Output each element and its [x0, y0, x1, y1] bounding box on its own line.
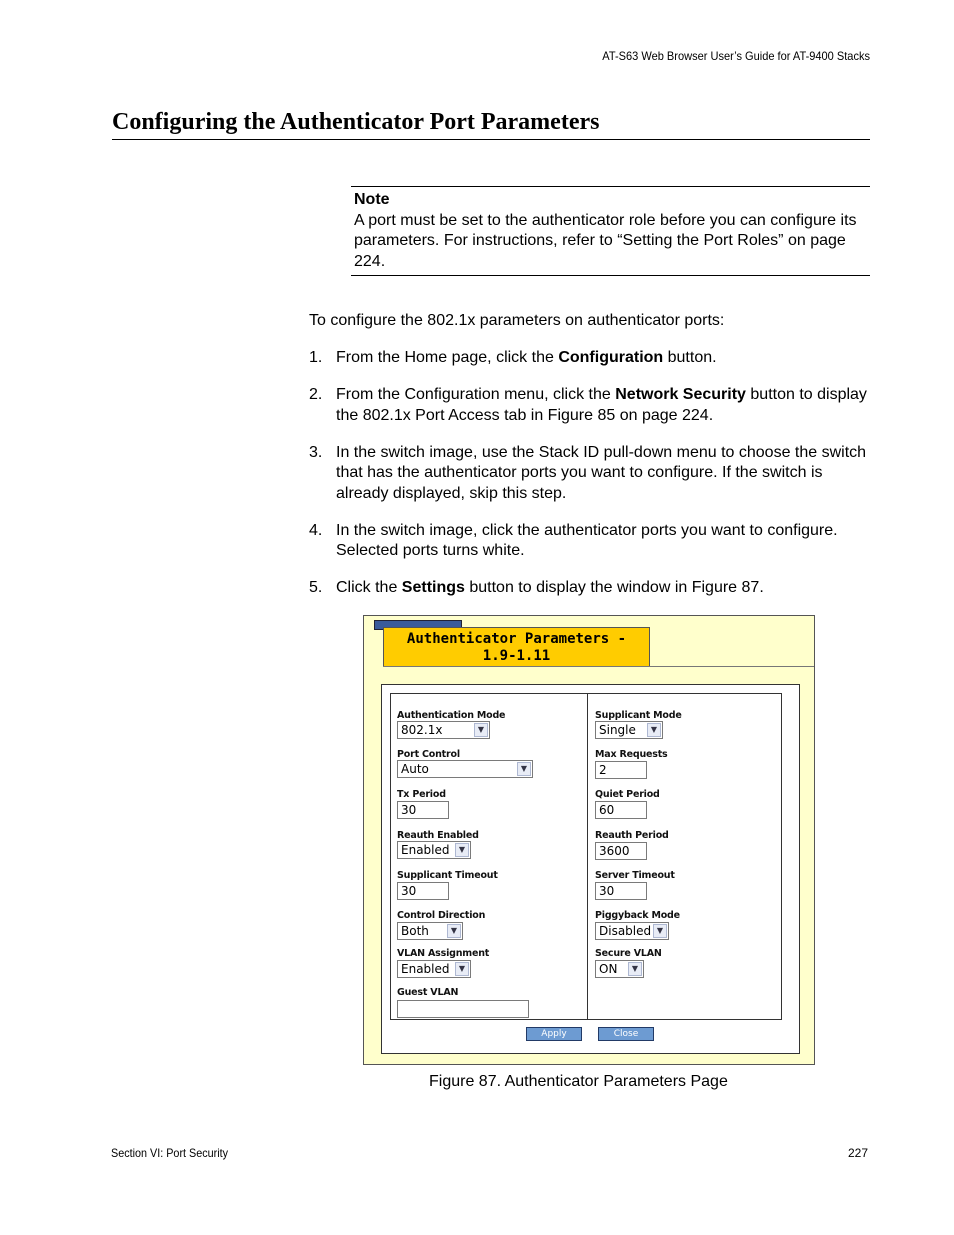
step-text: From the Home page, click the — [336, 349, 559, 366]
server-timeout-label: Server Timeout — [595, 870, 675, 881]
auth-mode-select[interactable] — [397, 721, 490, 739]
settings-panel — [381, 684, 800, 1054]
chevron-down-icon[interactable]: ▼ — [647, 723, 661, 737]
tx-period-label: Tx Period — [397, 789, 446, 800]
figure-caption: Figure 87. Authenticator Parameters Page — [429, 1073, 728, 1090]
reauth-enabled-value: Enabled — [401, 843, 450, 857]
secure-vlan-label: Secure VLAN — [595, 948, 662, 959]
step-4 — [309, 521, 874, 562]
supplicant-mode-label: Supplicant Mode — [595, 710, 682, 721]
step-text: Click the — [336, 579, 402, 596]
control-direction-value: Both — [401, 924, 429, 938]
note-box — [351, 186, 870, 276]
column-divider — [587, 694, 588, 1019]
step-text: button. — [663, 349, 717, 366]
step-1 — [309, 348, 874, 369]
vlan-assignment-select[interactable] — [397, 960, 471, 978]
chevron-down-icon[interactable]: ▼ — [628, 962, 642, 976]
chevron-down-icon[interactable]: ▼ — [455, 843, 469, 857]
tx-period-input[interactable]: 30 — [397, 801, 449, 819]
piggyback-mode-value: Disabled — [599, 924, 652, 938]
steps-list — [309, 348, 874, 615]
step-number: 3. — [309, 443, 323, 461]
step-number: 5. — [309, 579, 323, 596]
supplicant-timeout-label: Supplicant Timeout — [397, 870, 498, 881]
apply-button[interactable]: Apply — [526, 1027, 582, 1041]
footer-section: Section VI: Port Security — [111, 1146, 229, 1160]
guest-vlan-input[interactable] — [397, 1000, 529, 1018]
step-bold-term: Configuration — [558, 349, 664, 366]
server-timeout-input[interactable]: 30 — [595, 882, 647, 900]
note-text: A port must be set to the authenticator role before you can configure its parameters. For instructions, refer to “Setting the Port Roles” on page 224. — [354, 211, 857, 270]
step-number: 2. — [309, 386, 323, 403]
step-text: button to display the 802.1x Port Access tab in Figure 85 on page 224. — [336, 386, 867, 424]
port-control-select[interactable] — [397, 760, 533, 778]
tab-underline — [383, 666, 814, 667]
control-direction-label: Control Direction — [397, 910, 486, 921]
auth-mode-value: 802.1x — [401, 723, 443, 737]
control-direction-select[interactable] — [397, 922, 463, 940]
note-heading: Note — [354, 191, 390, 208]
chevron-down-icon[interactable]: ▼ — [447, 924, 461, 938]
auth-mode-label: Authentication Mode — [397, 710, 506, 721]
step-3 — [309, 443, 874, 505]
quiet-period-label: Quiet Period — [595, 789, 660, 800]
step-5 — [309, 578, 874, 599]
max-requests-label: Max Requests — [595, 749, 668, 760]
authenticator-parameters-window — [363, 615, 815, 1065]
step-number: 4. — [309, 521, 323, 539]
tab-authenticator-parameters[interactable] — [383, 627, 650, 666]
quiet-period-input[interactable]: 60 — [595, 801, 647, 819]
step-number: 1. — [309, 349, 323, 366]
close-button[interactable]: Close — [598, 1027, 654, 1041]
step-text: In the switch image, use the Stack ID pull-down menu to choose the switch that has the authenticator ports you want to configure. If the switch is already displayed, skip this step. — [336, 443, 867, 502]
port-control-label: Port Control — [397, 749, 460, 760]
chevron-down-icon[interactable]: ▼ — [474, 723, 488, 737]
chevron-down-icon[interactable]: ▼ — [653, 924, 667, 938]
intro-text: To configure the 802.1x parameters on authenticator ports: — [309, 312, 725, 329]
reauth-period-input[interactable]: 3600 — [595, 842, 647, 860]
chevron-down-icon[interactable]: ▼ — [517, 762, 531, 776]
step-bold-term: Network Security — [615, 386, 746, 403]
section-title: Configuring the Authenticator Port Parameters — [112, 109, 600, 135]
max-requests-input[interactable]: 2 — [595, 761, 647, 779]
reauth-enabled-label: Reauth Enabled — [397, 830, 479, 841]
vlan-assignment-value: Enabled — [401, 962, 450, 976]
step-text: In the switch image, click the authenticator ports you want to configure. Selected ports turns white. — [336, 521, 838, 559]
tab-title-line1: Authenticator Parameters - — [406, 631, 627, 647]
reauth-period-label: Reauth Period — [595, 830, 669, 841]
secure-vlan-select[interactable] — [595, 960, 644, 978]
tab-title-line2: 1.9-1.11 — [482, 648, 551, 664]
settings-form — [390, 693, 782, 1020]
piggyback-mode-select[interactable] — [595, 922, 669, 940]
reauth-enabled-select[interactable] — [397, 841, 471, 859]
supplicant-timeout-input[interactable]: 30 — [397, 882, 449, 900]
step-bold-term: Settings — [401, 579, 465, 596]
secure-vlan-value: ON — [599, 962, 618, 976]
page-number: 227 — [847, 1146, 868, 1160]
step-text: From the Configuration menu, click the — [336, 386, 616, 403]
step-2 — [309, 385, 874, 426]
title-rule — [112, 139, 870, 140]
running-header: AT-S63 Web Browser User’s Guide for AT-9400 Stacks — [602, 49, 870, 63]
vlan-assignment-label: VLAN Assignment — [397, 948, 490, 959]
supplicant-mode-select[interactable] — [595, 721, 663, 739]
chevron-down-icon[interactable]: ▼ — [455, 962, 469, 976]
piggyback-mode-label: Piggyback Mode — [595, 910, 680, 921]
guest-vlan-label: Guest VLAN — [397, 987, 459, 998]
port-control-value: Auto — [401, 762, 429, 776]
step-text: button to display the window in Figure 87. — [464, 579, 764, 596]
supplicant-mode-value: Single — [599, 723, 636, 737]
